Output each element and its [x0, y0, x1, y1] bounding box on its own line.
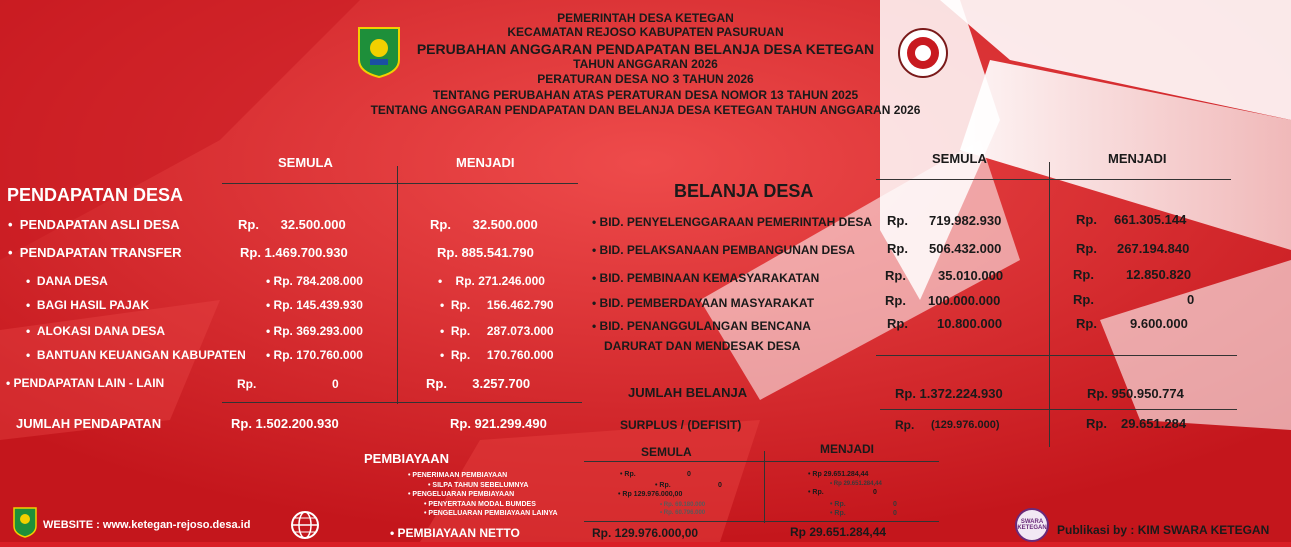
value: Rp. 69.180.000	[663, 502, 706, 508]
bullet-icon: •	[440, 348, 451, 362]
pendapatan-subrow	[26, 324, 165, 338]
bullet-icon: •	[830, 481, 834, 487]
belanja-row	[592, 215, 872, 229]
bullet-icon: •	[830, 510, 835, 517]
row-semula: Rp. 32.500.000	[238, 217, 346, 232]
surplus-semula-rp: Rp.	[895, 418, 915, 432]
pendapatan-total-rule	[222, 402, 582, 403]
belanja-col-semula: SEMULA	[932, 151, 987, 166]
header-year: TAHUN ANGGARAN 2026	[573, 57, 718, 71]
belanja-total-menjadi: Rp. 950.950.774	[1087, 386, 1184, 401]
footer-publikasi: Publikasi by : KIM SWARA KETEGAN	[1057, 523, 1270, 537]
row-label-2: DARURAT DAN MENDESAK DESA	[604, 339, 801, 353]
row-menjadi: 0	[1187, 292, 1195, 307]
pendapatan-subrow	[26, 348, 246, 362]
bullet-icon: •	[440, 324, 451, 338]
pembiayaan-subitem	[428, 482, 528, 489]
row-label: BANTUAN KEUANGAN KABUPATEN	[36, 348, 246, 362]
semula-penerimaan	[620, 471, 636, 478]
semula-pengeluaran	[618, 491, 682, 498]
bullet-icon: •	[592, 319, 600, 333]
bullet-icon: •	[592, 243, 600, 257]
row-label: DANA DESA	[36, 274, 108, 288]
bullet-icon: •	[592, 215, 600, 229]
header-tentang-2: TENTANG ANGGARAN PENDAPATAN DAN BELANJA DESA KETEGAN TAHUN ANGGARAN 2026	[370, 103, 921, 117]
row-menjadi	[440, 348, 554, 362]
value: Rp. 145.439.930	[273, 298, 363, 312]
row-menjadi-rp: Rp.	[1073, 267, 1094, 282]
pembiayaan-header-rule	[584, 461, 939, 462]
row-menjadi-rp: Rp.	[1073, 292, 1094, 307]
row-menjadi: 267.194.840	[1117, 241, 1190, 256]
bullet-icon: •	[26, 274, 37, 288]
header-title: PERUBAHAN ANGGARAN PENDAPATAN BELANJA DESA KETEGAN	[416, 41, 875, 57]
menjadi-lainnya	[830, 510, 846, 517]
row-semula	[266, 348, 363, 362]
bullet-icon: •	[266, 298, 274, 312]
row-menjadi-rp: Rp.	[1076, 212, 1097, 227]
bullet-icon: •	[808, 471, 813, 478]
bullet-icon: •	[26, 324, 37, 338]
pembiayaan-subitem	[424, 501, 536, 508]
belanja-col-menjadi: MENJADI	[1108, 151, 1167, 166]
bullet-icon: •	[266, 348, 274, 362]
kabupaten-logo	[356, 26, 402, 78]
row-menjadi: Rp. 32.500.000	[430, 217, 538, 232]
swara-logo-text: SWARA KETEGAN	[1017, 519, 1047, 531]
globe-icon-svg	[290, 510, 320, 540]
row-semula	[266, 298, 363, 312]
bullet-icon: •	[8, 217, 20, 232]
bullet-icon: •	[618, 491, 623, 498]
label: PENGELUARAN PEMBIAYAAN LAINYA	[428, 510, 558, 517]
swara-ketegan-logo	[1015, 508, 1049, 542]
menjadi-silpa	[830, 481, 882, 487]
pendapatan-col-menjadi: MENJADI	[456, 155, 515, 170]
belanja-row	[592, 271, 819, 285]
row-menjadi: Rp. 3.257.700	[426, 376, 531, 391]
row-semula: 35.010.000	[938, 268, 1004, 283]
value: Rp. 170.760.000	[273, 348, 363, 362]
pendapatan-col-semula: SEMULA	[278, 155, 333, 170]
header-perdes: PERATURAN DESA NO 3 TAHUN 2026	[537, 72, 754, 86]
pendapatan-row	[6, 376, 164, 390]
header-line-1: PEMERINTAH DESA KETEGAN	[557, 11, 734, 25]
footer-kabupaten-logo	[12, 506, 38, 538]
menjadi-penyertaan-value: 0	[893, 501, 897, 508]
row-semula: Rp. 1.469.700.930	[240, 245, 348, 260]
row-semula	[266, 324, 363, 338]
bullet-icon: •	[592, 271, 600, 285]
menjadi-pengeluaran-value: 0	[873, 489, 877, 496]
row-semula: 100.000.000	[928, 293, 1001, 308]
surplus-menjadi-rp: Rp.	[1086, 416, 1107, 431]
bullet-icon: •	[660, 502, 664, 508]
pembiayaan-item	[408, 472, 507, 479]
value: Rp. 170.760.000	[450, 348, 554, 362]
label: PENERIMAAN PEMBIAYAAN	[412, 472, 508, 479]
bullet-icon: •	[266, 324, 274, 338]
footer-website[interactable]: WEBSITE : www.ketegan-rejoso.desa.id	[43, 519, 251, 531]
header-line-2: KECAMATAN REJOSO KABUPATEN PASURUAN	[507, 25, 784, 39]
pembiayaan-netto	[390, 526, 520, 540]
row-label: BID. PELAKSANAAN PEMBANGUNAN DESA	[599, 243, 855, 257]
row-menjadi-rp: Rp.	[1076, 241, 1097, 256]
belanja-total-semula: Rp. 1.372.224.930	[895, 386, 1003, 401]
value: Rp 129.976.000,00	[622, 491, 683, 498]
pendapatan-header-rule	[222, 183, 578, 184]
belanja-total-label: JUMLAH BELANJA	[628, 385, 748, 400]
kabupaten-emblem-icon	[12, 506, 38, 538]
row-label: PENDAPATAN ASLI DESA	[19, 217, 180, 232]
pendapatan-title: PENDAPATAN DESA	[7, 185, 184, 205]
row-label: BID. PEMBINAAN KEMASYARAKATAN	[599, 271, 820, 285]
row-semula-rp: Rp.	[237, 377, 257, 391]
bullet-icon: •	[408, 472, 413, 479]
bullet-icon: •	[26, 298, 37, 312]
bullet-icon: •	[440, 298, 451, 312]
row-menjadi	[438, 274, 545, 288]
row-semula	[266, 274, 363, 288]
globe-icon	[290, 510, 320, 540]
row-label: PENDAPATAN TRANSFER	[19, 245, 182, 260]
desa-logo	[897, 27, 949, 79]
belanja-total-rule	[876, 355, 1237, 356]
pendapatan-row	[8, 217, 180, 232]
menjadi-penyertaan	[830, 501, 846, 508]
kabupaten-emblem-icon	[356, 26, 402, 78]
row-menjadi	[440, 324, 554, 338]
pembiayaan-subitem	[424, 510, 558, 517]
row-label: ALOKASI DANA DESA	[36, 324, 166, 338]
menjadi-lainnya-value: 0	[893, 510, 897, 517]
label: PEMBIAYAAN NETTO	[397, 526, 520, 540]
rp: Rp.	[624, 471, 636, 478]
menjadi-pengeluaran	[808, 489, 824, 496]
row-semula-rp: Rp.	[885, 293, 906, 308]
pembiayaan-footer-rule	[584, 521, 939, 522]
menjadi-penerimaan	[808, 471, 868, 478]
row-semula: 10.800.000	[937, 316, 1003, 331]
bullet-icon: •	[660, 510, 664, 516]
row-semula: 719.982.930	[929, 213, 1002, 228]
pendapatan-total-label: JUMLAH PENDAPATAN	[16, 416, 162, 431]
rp: Rp.	[834, 501, 846, 508]
row-menjadi	[440, 298, 554, 312]
label: PENGELUARAN PEMBIAYAAN	[412, 491, 515, 498]
bullet-icon: •	[655, 482, 660, 489]
bullet-icon: •	[266, 274, 274, 288]
label: PENYERTAAN MODAL BUMDES	[428, 501, 536, 508]
surplus-semula: (129.976.000)	[931, 419, 1000, 431]
pembiayaan-title: PEMBIAYAAN	[364, 451, 450, 466]
row-label: PENDAPATAN LAIN - LAIN	[13, 376, 165, 390]
pendapatan-subrow	[26, 298, 149, 312]
bullet-icon: •	[390, 526, 398, 540]
semula-silpa-value: 0	[718, 482, 722, 489]
row-menjadi: 661.305.144	[1114, 212, 1187, 227]
belanja-column-divider	[1049, 162, 1050, 447]
label: SILPA TAHUN SEBELUMNYA	[432, 482, 529, 489]
row-semula-rp: Rp.	[887, 241, 908, 256]
bullet-icon: •	[26, 348, 37, 362]
row-semula-rp: Rp.	[885, 268, 906, 283]
row-semula-rp: Rp.	[887, 316, 908, 331]
pembiayaan-col-semula: SEMULA	[641, 445, 692, 459]
semula-penyertaan	[660, 502, 705, 508]
belanja-surplus-rule	[880, 409, 1237, 410]
row-label: BID. PENYELENGGARAAN PEMERINTAH DESA	[599, 215, 873, 229]
bullet-icon: •	[808, 489, 813, 496]
bullet-icon: •	[8, 245, 20, 260]
row-menjadi: Rp. 885.541.790	[437, 245, 534, 260]
semula-lainnya	[660, 510, 705, 516]
value: Rp. 271.246.000	[455, 274, 545, 288]
bullet-icon: •	[620, 471, 625, 478]
value: Rp. 156.462.790	[450, 298, 554, 312]
row-menjadi: 12.850.820	[1126, 267, 1192, 282]
semula-silpa	[655, 482, 671, 489]
row-label: BAGI HASIL PAJAK	[36, 298, 150, 312]
value: Rp 29.651.284,44	[833, 481, 882, 487]
bullet-icon: •	[438, 274, 456, 288]
value: Rp. 60.796.000	[663, 510, 706, 516]
bullet-icon: •	[408, 491, 413, 498]
bullet-icon: •	[830, 501, 835, 508]
belanja-row	[592, 319, 811, 333]
row-label: BID. PEMBERDAYAAN MASYARAKAT	[599, 296, 815, 310]
pembiayaan-netto-menjadi: Rp 29.651.284,44	[790, 525, 887, 539]
bullet-icon: •	[424, 510, 429, 517]
rp: Rp.	[659, 482, 671, 489]
rp: Rp.	[812, 489, 824, 496]
value: Rp 29.651.284,44	[812, 471, 869, 478]
header-tentang-1: TENTANG PERUBAHAN ATAS PERATURAN DESA NOMOR 13 TAHUN 2025	[432, 88, 859, 102]
bullet-icon: •	[6, 376, 14, 390]
row-semula: 506.432.000	[929, 241, 1002, 256]
row-menjadi: 9.600.000	[1130, 316, 1188, 331]
surplus-label: SURPLUS / (DEFISIT)	[620, 418, 742, 432]
surplus-menjadi: 29.651.284	[1121, 416, 1187, 431]
belanja-row	[592, 296, 814, 310]
row-label: BID. PENANGGULANGAN BENCANA	[599, 319, 811, 333]
bullet-icon: •	[428, 482, 433, 489]
pembiayaan-item	[408, 491, 514, 498]
semula-penerimaan-value: 0	[687, 471, 691, 478]
desa-emblem-icon	[897, 27, 949, 79]
rp: Rp.	[834, 510, 846, 517]
value: Rp. 784.208.000	[273, 274, 363, 288]
value: Rp. 369.293.000	[273, 324, 363, 338]
row-semula-rp: Rp.	[887, 213, 908, 228]
row-semula: 0	[332, 377, 339, 391]
pendapatan-column-divider	[397, 166, 398, 404]
pembiayaan-netto-semula: Rp. 129.976.000,00	[592, 526, 699, 540]
pendapatan-total-semula: Rp. 1.502.200.930	[231, 416, 339, 431]
pendapatan-subrow	[26, 274, 108, 288]
pendapatan-row	[8, 245, 182, 260]
belanja-header-rule	[876, 179, 1231, 180]
value: Rp. 287.073.000	[450, 324, 554, 338]
belanja-row	[592, 243, 855, 257]
row-menjadi-rp: Rp.	[1076, 316, 1097, 331]
belanja-title: BELANJA DESA	[674, 181, 814, 201]
pembiayaan-column-divider	[764, 451, 765, 523]
bullet-icon: •	[424, 501, 429, 508]
bullet-icon: •	[592, 296, 600, 310]
pembiayaan-col-menjadi: MENJADI	[820, 442, 875, 456]
pendapatan-total-menjadi: Rp. 921.299.490	[450, 416, 547, 431]
